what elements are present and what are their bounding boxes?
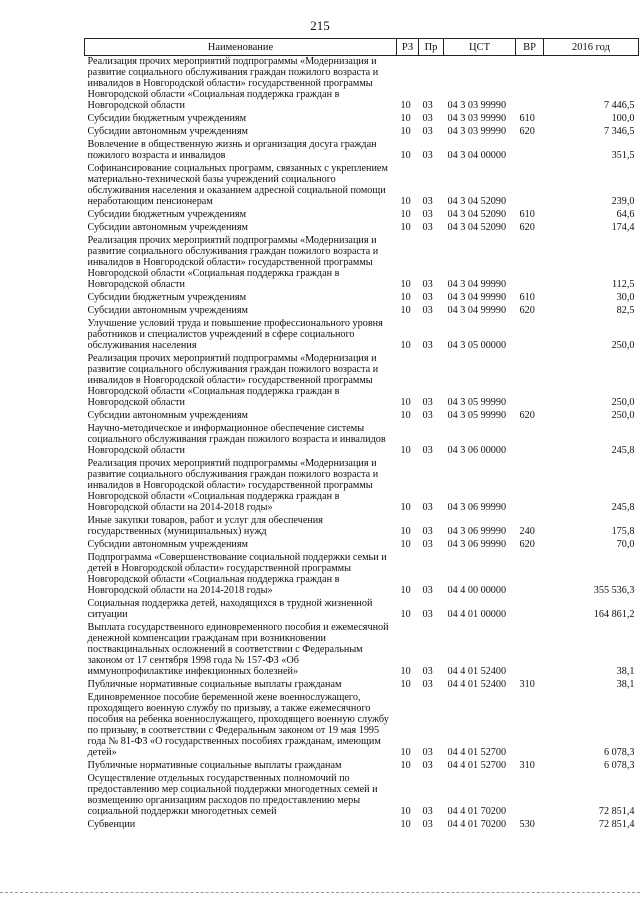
row-vr xyxy=(516,56,544,114)
row-amount: 250,0 xyxy=(611,340,635,351)
row-vr xyxy=(516,139,544,163)
row-rz: 10 xyxy=(400,539,411,550)
row-rz: 10 xyxy=(400,305,411,316)
row-vr xyxy=(516,458,544,515)
row-vr xyxy=(516,163,544,209)
row-name: Единовременное пособие беременной жене военнослужащего, проходящего военную службу по призыву, а также ежемесячного пособия на ребенка военнослужащего, проходящего военную службу по призыву, в соответствии с Федеральным законом от 19 мая 1995 года № 81-ФЗ «О государственных пособиях гражданам, имеющим детей» xyxy=(87,692,389,758)
row-cst: 04 3 04 52090 xyxy=(447,209,507,220)
row-cst: 04 4 01 52400 xyxy=(447,679,507,690)
row-pr: 03 xyxy=(422,397,433,408)
row-name: Вовлечение в общественную жизнь и организация досуга граждан пожилого возраста и инвалидов xyxy=(87,139,377,161)
row-vr: 610 xyxy=(519,113,535,124)
row-name: Субсидии бюджетным учреждениям xyxy=(87,292,247,303)
row-name: Субсидии автономным учреждениям xyxy=(87,305,248,316)
row-cst: 04 3 04 52090 xyxy=(447,222,507,233)
row-cst: 04 3 05 99990 xyxy=(447,410,507,421)
table-row xyxy=(85,622,639,679)
row-vr xyxy=(516,423,544,458)
row-rz: 10 xyxy=(400,760,411,771)
scan-edge-divider xyxy=(0,892,640,893)
row-pr: 03 xyxy=(422,292,433,303)
table-body xyxy=(85,56,639,833)
row-cst: 04 3 03 99990 xyxy=(447,100,507,111)
row-rz: 10 xyxy=(400,819,411,830)
row-pr: 03 xyxy=(422,445,433,456)
row-name: Реализация прочих мероприятий подпрограммы «Модернизация и развитие социального обслуживания граждан пожилого возраста и инвалидов в Новгородской области» государственной программы Новгородской области «Социальная поддержка граждан в Новгородской области xyxy=(87,353,379,408)
table-row xyxy=(85,222,639,235)
row-pr: 03 xyxy=(422,305,433,316)
row-name: Софинансирование социальных программ, связанных с укреплением материально-технической базы учреждений социального обслуживания населения и оказанием адресной социальной помощи неработающим пенсионерам xyxy=(87,163,388,207)
row-cst: 04 4 01 52700 xyxy=(447,747,507,758)
row-vr xyxy=(516,773,544,819)
row-amount: 64,6 xyxy=(616,209,635,220)
header-rz: РЗ xyxy=(397,39,419,56)
row-vr: 620 xyxy=(519,222,535,233)
row-name: Социальная поддержка детей, находящихся в трудной жизненной ситуации xyxy=(87,598,373,620)
row-cst: 04 3 04 99990 xyxy=(447,305,507,316)
row-vr xyxy=(516,353,544,410)
table-row xyxy=(85,423,639,458)
row-vr: 310 xyxy=(519,760,535,771)
row-pr: 03 xyxy=(422,113,433,124)
row-name: Подпрограмма «Совершенствование социальной поддержки семьи и детей в Новгородской области» государственной программы Новгородской области «Социальная поддержка граждан в Новгородской области на 2014-2018 годы» xyxy=(87,552,387,596)
row-amount: 6 078,3 xyxy=(603,760,635,771)
table-row xyxy=(85,552,639,598)
row-rz: 10 xyxy=(400,806,411,817)
row-cst: 04 4 00 00000 xyxy=(447,585,507,596)
row-amount: 245,8 xyxy=(611,502,635,513)
row-rz: 10 xyxy=(400,222,411,233)
row-pr: 03 xyxy=(422,222,433,233)
row-rz: 10 xyxy=(400,113,411,124)
row-amount: 164 861,2 xyxy=(593,609,635,620)
row-cst: 04 3 03 99990 xyxy=(447,113,507,124)
row-name: Субсидии автономным учреждениям xyxy=(87,410,248,421)
table-row xyxy=(85,139,639,163)
row-rz: 10 xyxy=(400,150,411,161)
row-pr: 03 xyxy=(422,100,433,111)
row-cst: 04 4 01 70200 xyxy=(447,819,507,830)
header-pr: Пр xyxy=(419,39,444,56)
row-vr: 310 xyxy=(519,679,535,690)
table-row xyxy=(85,598,639,622)
row-name: Научно-методическое и информационное обеспечение системы социального обслуживания граждан пожилого возраста и инвалидов Новгородской области xyxy=(87,423,386,456)
row-amount: 250,0 xyxy=(611,410,635,421)
row-rz: 10 xyxy=(400,526,411,537)
row-rz: 10 xyxy=(400,445,411,456)
row-vr xyxy=(516,552,544,598)
row-rz: 10 xyxy=(400,397,411,408)
row-vr: 620 xyxy=(519,410,535,421)
row-name: Реализация прочих мероприятий подпрограммы «Модернизация и развитие социального обслуживания граждан пожилого возраста и инвалидов в Новгородской области» государственной программы Новгородской области «Социальная поддержка граждан в Новгородской области на 2014-2018 годы» xyxy=(87,458,379,513)
row-pr: 03 xyxy=(422,760,433,771)
row-cst: 04 4 01 52400 xyxy=(447,666,507,677)
row-vr xyxy=(516,235,544,292)
row-pr: 03 xyxy=(422,539,433,550)
table-row xyxy=(85,56,639,114)
table-row xyxy=(85,353,639,410)
row-name: Публичные нормативные социальные выплаты гражданам xyxy=(87,679,342,690)
table-header-row xyxy=(85,39,639,56)
row-cst: 04 4 01 52700 xyxy=(447,760,507,771)
row-cst: 04 3 06 99990 xyxy=(447,502,507,513)
row-rz: 10 xyxy=(400,100,411,111)
row-name: Субвенции xyxy=(87,819,136,830)
row-amount: 239,0 xyxy=(611,196,635,207)
row-rz: 10 xyxy=(400,279,411,290)
row-pr: 03 xyxy=(422,502,433,513)
row-amount: 174,4 xyxy=(611,222,635,233)
row-cst: 04 3 06 00000 xyxy=(447,445,507,456)
budget-table xyxy=(84,38,639,832)
row-rz: 10 xyxy=(400,410,411,421)
table-row xyxy=(85,209,639,222)
row-pr: 03 xyxy=(422,819,433,830)
row-vr xyxy=(516,692,544,760)
row-pr: 03 xyxy=(422,585,433,596)
row-pr: 03 xyxy=(422,666,433,677)
table-row xyxy=(85,692,639,760)
row-amount: 112,5 xyxy=(611,279,635,290)
row-rz: 10 xyxy=(400,292,411,303)
row-rz: 10 xyxy=(400,340,411,351)
row-cst: 04 3 03 99990 xyxy=(447,126,507,137)
table-row xyxy=(85,235,639,292)
row-amount: 72 851,4 xyxy=(598,819,635,830)
table-row xyxy=(85,773,639,819)
row-pr: 03 xyxy=(422,196,433,207)
row-pr: 03 xyxy=(422,679,433,690)
row-amount: 250,0 xyxy=(611,397,635,408)
table-row xyxy=(85,126,639,139)
row-name: Субсидии бюджетным учреждениям xyxy=(87,113,247,124)
row-amount: 7 346,5 xyxy=(603,126,635,137)
row-cst: 04 4 01 00000 xyxy=(447,609,507,620)
row-name: Иные закупки товаров, работ и услуг для обеспечения государственных (муниципальных) нужд xyxy=(87,515,323,537)
row-rz: 10 xyxy=(400,196,411,207)
row-rz: 10 xyxy=(400,585,411,596)
table-row xyxy=(85,318,639,353)
row-cst: 04 3 05 00000 xyxy=(447,340,507,351)
row-vr: 620 xyxy=(519,539,535,550)
row-name: Улучшение условий труда и повышение профессионального уровня работников и специалистов учреждений в сфере социального обслуживания населения xyxy=(87,318,383,351)
table-row xyxy=(85,819,639,832)
row-rz: 10 xyxy=(400,502,411,513)
row-cst: 04 3 06 99990 xyxy=(447,539,507,550)
header-year: 2016 год xyxy=(544,39,639,56)
table-row xyxy=(85,458,639,515)
row-cst: 04 3 06 99990 xyxy=(447,526,507,537)
row-amount: 7 446,5 xyxy=(603,100,635,111)
row-cst: 04 3 04 00000 xyxy=(447,150,507,161)
row-pr: 03 xyxy=(422,747,433,758)
row-name: Субсидии автономным учреждениям xyxy=(87,126,248,137)
row-cst: 04 3 04 99990 xyxy=(447,279,507,290)
table-row xyxy=(85,163,639,209)
row-vr: 530 xyxy=(519,819,535,830)
row-vr: 610 xyxy=(519,292,535,303)
page-number: 215 xyxy=(310,18,330,33)
row-amount: 351,5 xyxy=(611,150,635,161)
row-name: Публичные нормативные социальные выплаты гражданам xyxy=(87,760,342,771)
row-amount: 30,0 xyxy=(616,292,635,303)
row-pr: 03 xyxy=(422,126,433,137)
row-vr xyxy=(516,318,544,353)
header-cst: ЦСТ xyxy=(444,39,516,56)
row-amount: 70,0 xyxy=(616,539,635,550)
row-rz: 10 xyxy=(400,609,411,620)
header-name: Наименование xyxy=(85,39,397,56)
table-row xyxy=(85,679,639,692)
row-name: Реализация прочих мероприятий подпрограммы «Модернизация и развитие социального обслуживания граждан пожилого возраста и инвалидов в Новгородской области» государственной программы Новгородской области «Социальная поддержка граждан в Новгородской области xyxy=(87,235,379,290)
row-vr xyxy=(516,598,544,622)
header-vr: ВР xyxy=(516,39,544,56)
row-rz: 10 xyxy=(400,747,411,758)
row-rz: 10 xyxy=(400,126,411,137)
row-amount: 38,1 xyxy=(616,666,635,677)
table-row xyxy=(85,760,639,773)
row-cst: 04 3 04 52090 xyxy=(447,196,507,207)
row-name: Субсидии автономным учреждениям xyxy=(87,539,248,550)
row-pr: 03 xyxy=(422,279,433,290)
row-amount: 38,1 xyxy=(616,679,635,690)
row-pr: 03 xyxy=(422,209,433,220)
row-name: Выплата государственного единовременного пособия и ежемесячной денежной компенсации гражданам при возникновении поствакцинальных осложнений в соответствии с Федеральным законом от 17 сентября 1998 года № 157-ФЗ «Об иммунопрофилактике инфекционных болезней» xyxy=(87,622,389,677)
table-row xyxy=(85,113,639,126)
row-amount: 6 078,3 xyxy=(603,747,635,758)
row-rz: 10 xyxy=(400,679,411,690)
row-amount: 355 536,3 xyxy=(593,585,635,596)
row-vr: 620 xyxy=(519,305,535,316)
table-row xyxy=(85,539,639,552)
row-amount: 175,8 xyxy=(611,526,635,537)
row-amount: 72 851,4 xyxy=(598,806,635,817)
row-pr: 03 xyxy=(422,806,433,817)
row-pr: 03 xyxy=(422,526,433,537)
row-pr: 03 xyxy=(422,609,433,620)
row-pr: 03 xyxy=(422,410,433,421)
row-rz: 10 xyxy=(400,209,411,220)
row-cst: 04 3 04 99990 xyxy=(447,292,507,303)
table-row xyxy=(85,410,639,423)
row-vr: 620 xyxy=(519,126,535,137)
row-name: Субсидии автономным учреждениям xyxy=(87,222,248,233)
row-name: Осуществление отдельных государственных полномочий по предоставлению мер социальной поддержки многодетных семей и возмещению организациям расходов по предоставлению меры социальной поддержки многодетных семей xyxy=(87,773,378,817)
table-row xyxy=(85,292,639,305)
row-name: Реализация прочих мероприятий подпрограммы «Модернизация и развитие социального обслуживания граждан пожилого возраста и инвалидов в Новгородской области» государственной программы Новгородской области «Социальная поддержка граждан в Новгородской области xyxy=(87,56,379,111)
table-row xyxy=(85,305,639,318)
row-rz: 10 xyxy=(400,666,411,677)
row-vr xyxy=(516,622,544,679)
row-amount: 245,8 xyxy=(611,445,635,456)
row-pr: 03 xyxy=(422,340,433,351)
table-row xyxy=(85,515,639,539)
row-amount: 100,0 xyxy=(611,113,635,124)
row-amount: 82,5 xyxy=(616,305,635,316)
row-cst: 04 4 01 70200 xyxy=(447,806,507,817)
row-cst: 04 3 05 99990 xyxy=(447,397,507,408)
row-pr: 03 xyxy=(422,150,433,161)
row-vr: 610 xyxy=(519,209,535,220)
row-vr: 240 xyxy=(519,526,535,537)
row-name: Субсидии бюджетным учреждениям xyxy=(87,209,247,220)
